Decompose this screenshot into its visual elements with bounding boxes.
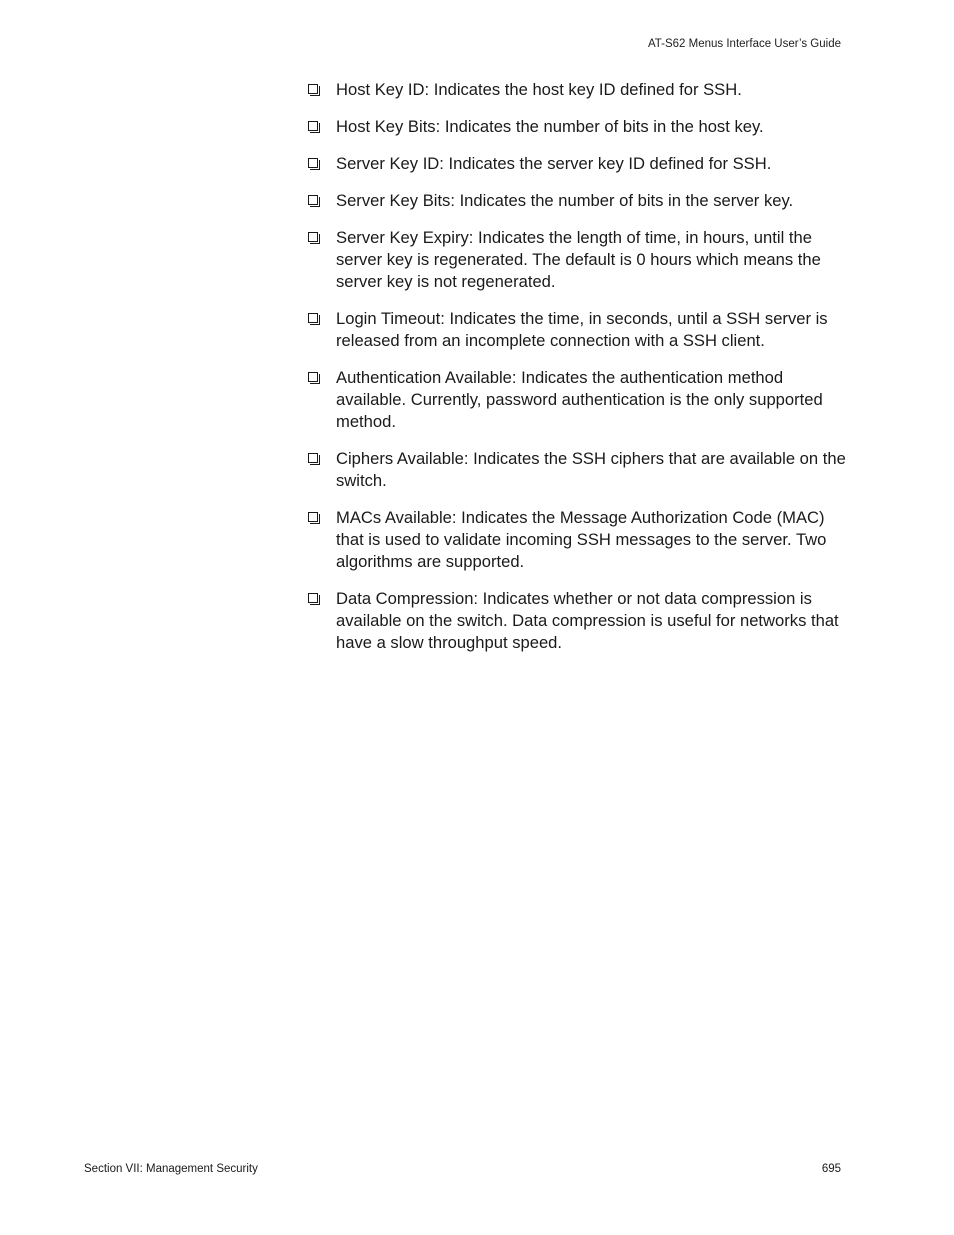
checkbox-icon	[308, 121, 318, 131]
list-item-text: Server Key Bits: Indicates the number of bits in the server key.	[336, 191, 794, 210]
list-item	[308, 308, 846, 352]
list-item	[308, 448, 846, 492]
list-item	[308, 227, 846, 293]
list-item-text: Login Timeout: Indicates the time, in seconds, until a SSH server is released from an incomplete connection with a SSH client.	[336, 309, 828, 350]
checkbox-icon	[308, 158, 318, 168]
checkbox-icon	[308, 453, 318, 463]
checkbox-icon	[308, 313, 318, 323]
list-item	[308, 588, 846, 654]
list-item	[308, 507, 846, 573]
list-item-text: Host Key Bits: Indicates the number of bits in the host key.	[336, 117, 764, 136]
list-item	[308, 367, 846, 433]
list-item	[308, 116, 846, 138]
running-header: AT-S62 Menus Interface User’s Guide	[647, 38, 841, 50]
list-item	[308, 190, 846, 212]
list-item-text: Data Compression: Indicates whether or not data compression is available on the switch. Data compression is useful for networks that have a slow throughput speed.	[336, 589, 839, 652]
list-item-text: Server Key ID: Indicates the server key ID defined for SSH.	[336, 154, 772, 173]
checkbox-icon	[308, 512, 318, 522]
checkbox-icon	[308, 84, 318, 94]
list-item-text: Ciphers Available: Indicates the SSH ciphers that are available on the switch.	[336, 449, 846, 490]
list-item-text: Authentication Available: Indicates the authentication method available. Currently, password authentication is the only supported method.	[336, 368, 823, 431]
checkbox-icon	[308, 232, 318, 242]
footer-section-title: Section VII: Management Security	[84, 1163, 258, 1175]
page-number: 695	[821, 1163, 841, 1175]
list-item	[308, 79, 846, 101]
checkbox-icon	[308, 195, 318, 205]
checkbox-icon	[308, 593, 318, 603]
list-item-text: MACs Available: Indicates the Message Authorization Code (MAC) that is used to validate incoming SSH messages to the server. Two algorithms are supported.	[336, 508, 827, 571]
list-item-text: Host Key ID: Indicates the host key ID defined for SSH.	[336, 80, 742, 99]
bullet-list	[308, 79, 846, 669]
checkbox-icon	[308, 372, 318, 382]
list-item-text: Server Key Expiry: Indicates the length of time, in hours, until the server key is regenerated. The default is 0 hours which means the server key is not regenerated.	[336, 228, 821, 291]
list-item	[308, 153, 846, 175]
